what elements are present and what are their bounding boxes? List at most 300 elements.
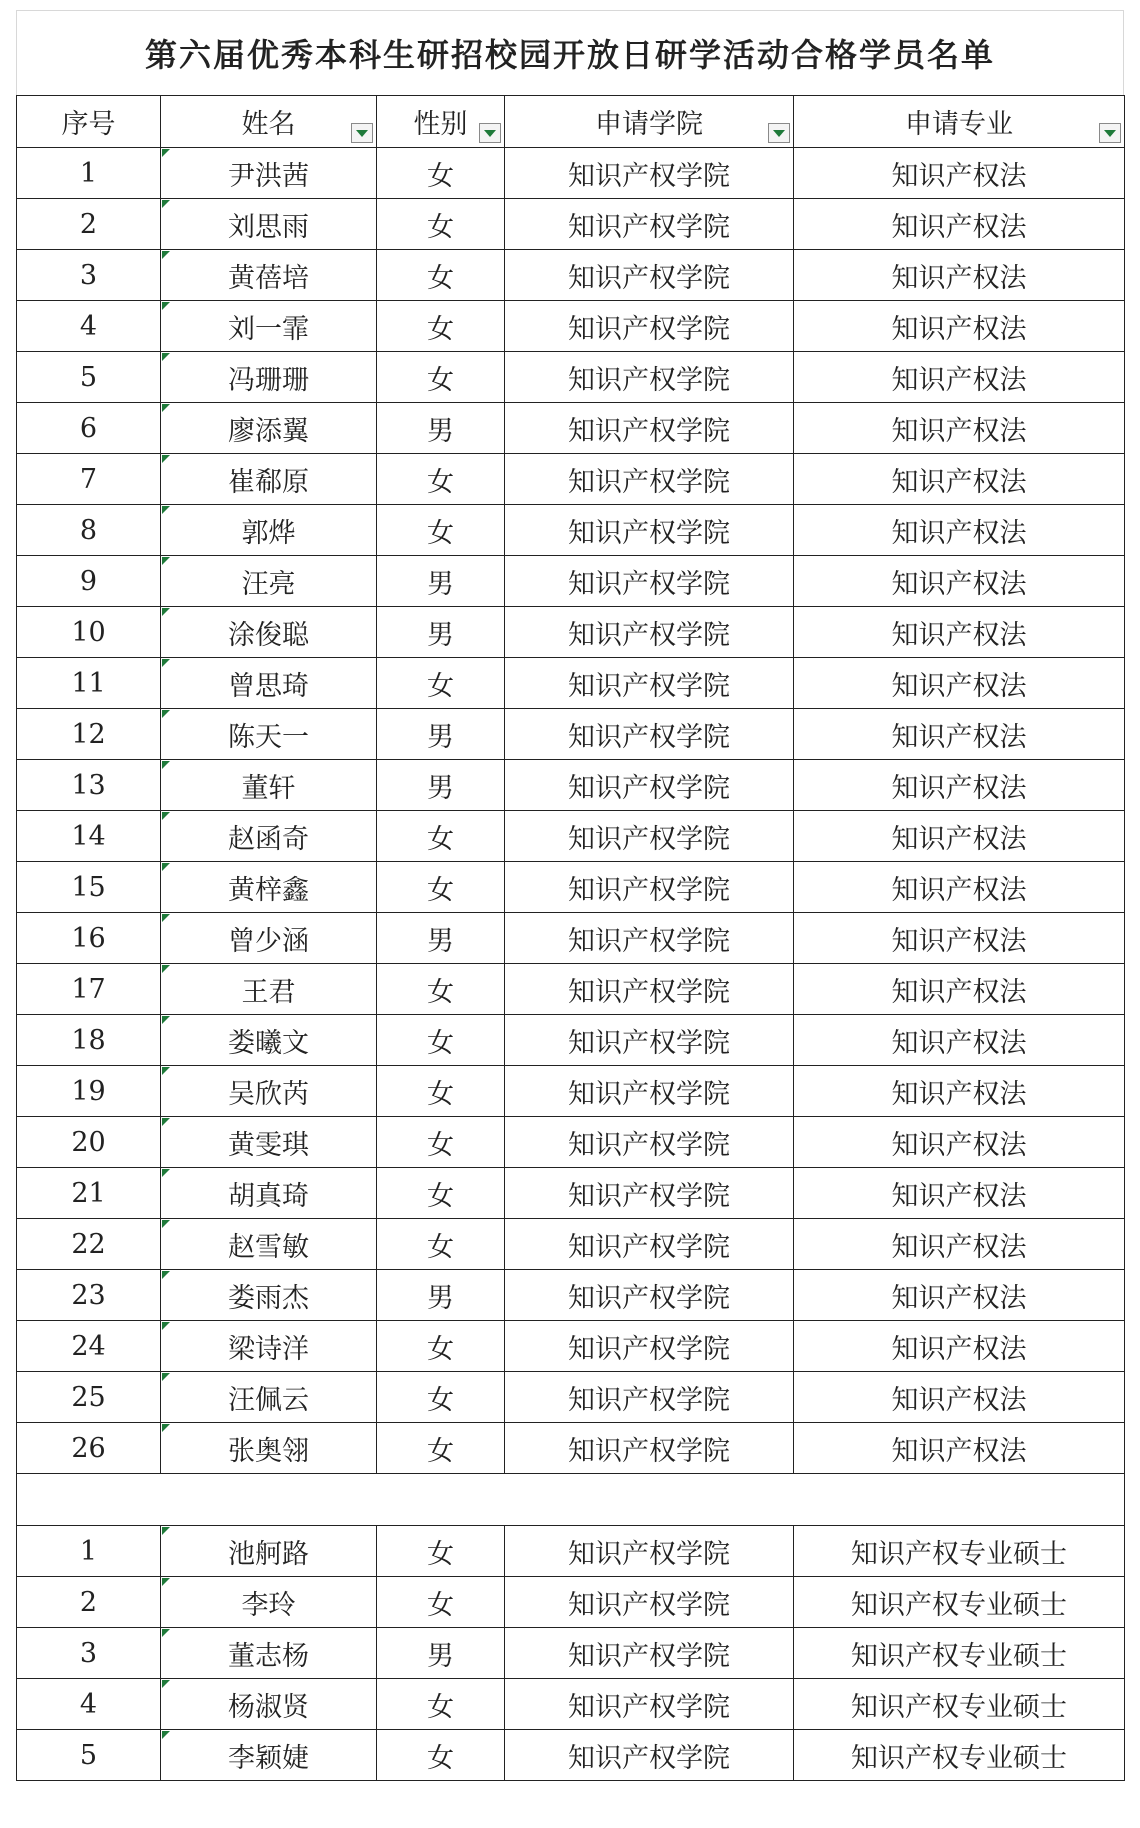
cell-comment-marker-icon <box>162 1424 170 1432</box>
cell-college[interactable] <box>505 1423 794 1474</box>
table-row <box>17 1679 1125 1730</box>
cell-name-text: 杨淑贤 <box>228 1691 309 1723</box>
cell-college[interactable] <box>505 1015 794 1066</box>
cell-name[interactable] <box>161 862 377 913</box>
cell-comment-marker-icon <box>162 353 170 361</box>
cell-college[interactable] <box>505 1168 794 1219</box>
cell-name-text: 崔郗原 <box>228 466 309 498</box>
cell-major-text: 知识产权法 <box>891 415 1027 447</box>
cell-gender-text: 女 <box>427 823 454 855</box>
cell-major-text: 知识产权法 <box>891 517 1027 549</box>
cell-major-text: 知识产权法 <box>891 1078 1027 1110</box>
cell-college[interactable] <box>505 148 794 199</box>
cell-name-text: 廖添翼 <box>228 415 309 447</box>
cell-major[interactable] <box>794 250 1125 301</box>
header-major-label: 申请专业 <box>905 109 1013 140</box>
table-row <box>17 811 1125 862</box>
cell-seq[interactable] <box>17 1730 161 1781</box>
cell-college[interactable] <box>505 352 794 403</box>
cell-seq[interactable] <box>17 1321 161 1372</box>
cell-college-text: 知识产权学院 <box>568 721 730 753</box>
empty-cell[interactable] <box>17 1474 1125 1526</box>
cell-gender[interactable] <box>377 913 505 964</box>
cell-name[interactable] <box>161 556 377 607</box>
cell-gender-text: 女 <box>427 1231 454 1263</box>
cell-gender[interactable] <box>377 607 505 658</box>
cell-name-text: 陈天一 <box>228 721 309 753</box>
cell-seq-text: 18 <box>71 1024 106 1056</box>
cell-major[interactable] <box>794 607 1125 658</box>
cell-college[interactable] <box>505 403 794 454</box>
cell-name-text: 曾思琦 <box>228 670 309 702</box>
cell-college-text: 知识产权学院 <box>568 1384 730 1416</box>
cell-name[interactable] <box>161 352 377 403</box>
cell-name[interactable] <box>161 1321 377 1372</box>
cell-gender[interactable] <box>377 1066 505 1117</box>
cell-name[interactable] <box>161 1577 377 1628</box>
cell-seq[interactable] <box>17 913 161 964</box>
filter-gender-button[interactable] <box>479 123 501 143</box>
cell-name[interactable] <box>161 607 377 658</box>
cell-gender[interactable] <box>377 301 505 352</box>
cell-name[interactable] <box>161 1219 377 1270</box>
cell-gender[interactable] <box>377 1117 505 1168</box>
cell-college[interactable] <box>505 709 794 760</box>
cell-gender[interactable] <box>377 1628 505 1679</box>
cell-college[interactable] <box>505 913 794 964</box>
table-row <box>17 250 1125 301</box>
cell-seq-text: 13 <box>71 769 106 801</box>
cell-college[interactable] <box>505 1679 794 1730</box>
cell-gender[interactable] <box>377 352 505 403</box>
cell-seq[interactable] <box>17 1679 161 1730</box>
cell-major-text: 知识产权法 <box>891 160 1027 192</box>
cell-gender[interactable] <box>377 760 505 811</box>
cell-major-text: 知识产权法 <box>891 1180 1027 1212</box>
cell-college[interactable] <box>505 811 794 862</box>
cell-seq[interactable] <box>17 607 161 658</box>
cell-seq[interactable] <box>17 1526 161 1577</box>
cell-major[interactable] <box>794 1730 1125 1781</box>
cell-major-text: 知识产权专业硕士 <box>851 1691 1067 1723</box>
dropdown-arrow-icon <box>356 130 368 137</box>
table-row <box>17 1117 1125 1168</box>
cell-comment-marker-icon <box>162 914 170 922</box>
cell-major[interactable] <box>794 199 1125 250</box>
cell-name[interactable] <box>161 199 377 250</box>
cell-gender[interactable] <box>377 1168 505 1219</box>
cell-major[interactable] <box>794 1066 1125 1117</box>
cell-name-text: 汪亮 <box>241 568 296 600</box>
cell-seq[interactable] <box>17 301 161 352</box>
cell-major[interactable] <box>794 862 1125 913</box>
cell-seq-text: 8 <box>79 514 98 546</box>
cell-name[interactable] <box>161 1270 377 1321</box>
table-row <box>17 1526 1125 1577</box>
cell-name-text: 赵函奇 <box>228 823 309 855</box>
cell-college-text: 知识产权学院 <box>568 823 730 855</box>
header-name-label: 姓名 <box>241 109 296 140</box>
table-row <box>17 556 1125 607</box>
cell-college[interactable] <box>505 1730 794 1781</box>
cell-major[interactable] <box>794 709 1125 760</box>
table-row <box>17 1577 1125 1628</box>
cell-seq[interactable] <box>17 1015 161 1066</box>
cell-gender[interactable] <box>377 964 505 1015</box>
cell-name-text: 李颖婕 <box>228 1742 309 1774</box>
cell-college[interactable] <box>505 1219 794 1270</box>
header-gender <box>377 96 505 148</box>
cell-seq[interactable] <box>17 1423 161 1474</box>
cell-name[interactable] <box>161 403 377 454</box>
cell-seq-text: 6 <box>79 412 98 444</box>
cell-gender-text: 女 <box>427 1435 454 1467</box>
cell-seq[interactable] <box>17 250 161 301</box>
header-college <box>505 96 794 148</box>
cell-name[interactable] <box>161 148 377 199</box>
cell-college[interactable] <box>505 454 794 505</box>
cell-college-text: 知识产权学院 <box>568 211 730 243</box>
cell-gender[interactable] <box>377 1577 505 1628</box>
cell-gender[interactable] <box>377 403 505 454</box>
cell-comment-marker-icon <box>162 251 170 259</box>
cell-name[interactable] <box>161 1168 377 1219</box>
cell-gender[interactable] <box>377 862 505 913</box>
cell-comment-marker-icon <box>162 1373 170 1381</box>
cell-college[interactable] <box>505 658 794 709</box>
dropdown-arrow-icon <box>1104 130 1116 137</box>
cell-major[interactable] <box>794 1015 1125 1066</box>
cell-name[interactable] <box>161 1372 377 1423</box>
cell-name[interactable] <box>161 964 377 1015</box>
cell-seq[interactable] <box>17 148 161 199</box>
cell-comment-marker-icon <box>162 506 170 514</box>
cell-comment-marker-icon <box>162 710 170 718</box>
cell-major[interactable] <box>794 556 1125 607</box>
table-row <box>17 505 1125 556</box>
cell-gender[interactable] <box>377 454 505 505</box>
cell-major[interactable] <box>794 1168 1125 1219</box>
cell-gender-text: 男 <box>427 721 454 753</box>
cell-major-text: 知识产权法 <box>891 364 1027 396</box>
cell-name-text: 娄雨杰 <box>228 1282 309 1314</box>
cell-major[interactable] <box>794 352 1125 403</box>
cell-gender-text: 女 <box>427 466 454 498</box>
cell-college[interactable] <box>505 1270 794 1321</box>
cell-seq-text: 4 <box>79 1688 98 1720</box>
cell-seq-text: 7 <box>79 463 98 495</box>
cell-name[interactable] <box>161 301 377 352</box>
cell-comment-marker-icon <box>162 1016 170 1024</box>
cell-comment-marker-icon <box>162 1322 170 1330</box>
cell-major-text: 知识产权法 <box>891 874 1027 906</box>
cell-seq[interactable] <box>17 1577 161 1628</box>
cell-major[interactable] <box>794 148 1125 199</box>
cell-seq[interactable] <box>17 1066 161 1117</box>
cell-college[interactable] <box>505 556 794 607</box>
cell-college[interactable] <box>505 301 794 352</box>
cell-major[interactable] <box>794 658 1125 709</box>
cell-major-text: 知识产权专业硕士 <box>851 1589 1067 1621</box>
cell-major[interactable] <box>794 1679 1125 1730</box>
cell-college-text: 知识产权学院 <box>568 1180 730 1212</box>
header-gender-label: 性别 <box>413 109 468 140</box>
cell-major[interactable] <box>794 301 1125 352</box>
cell-gender[interactable] <box>377 505 505 556</box>
cell-major[interactable] <box>794 811 1125 862</box>
cell-name-text: 郭烨 <box>241 517 296 549</box>
cell-college-text: 知识产权学院 <box>568 160 730 192</box>
header-college-label: 申请学院 <box>595 109 703 140</box>
cell-college[interactable] <box>505 1628 794 1679</box>
cell-college-text: 知识产权学院 <box>568 1129 730 1161</box>
cell-major[interactable] <box>794 505 1125 556</box>
cell-gender-text: 男 <box>427 568 454 600</box>
cell-name[interactable] <box>161 454 377 505</box>
table-row <box>17 454 1125 505</box>
cell-major-text: 知识产权法 <box>891 670 1027 702</box>
cell-comment-marker-icon <box>162 149 170 157</box>
cell-major-text: 知识产权法 <box>891 211 1027 243</box>
cell-comment-marker-icon <box>162 761 170 769</box>
cell-seq-text: 11 <box>71 667 106 699</box>
cell-college[interactable] <box>505 862 794 913</box>
cell-gender[interactable] <box>377 1423 505 1474</box>
cell-major[interactable] <box>794 1270 1125 1321</box>
cell-college[interactable] <box>505 1321 794 1372</box>
cell-major-text: 知识产权法 <box>891 1282 1027 1314</box>
cell-college-text: 知识产权学院 <box>568 568 730 600</box>
cell-comment-marker-icon <box>162 557 170 565</box>
cell-name[interactable] <box>161 505 377 556</box>
cell-comment-marker-icon <box>162 1067 170 1075</box>
cell-college[interactable] <box>505 1372 794 1423</box>
cell-seq-text: 5 <box>79 1739 98 1771</box>
cell-major[interactable] <box>794 1526 1125 1577</box>
cell-seq-text: 2 <box>79 208 98 240</box>
cell-name[interactable] <box>161 760 377 811</box>
cell-gender[interactable] <box>377 1219 505 1270</box>
cell-name[interactable] <box>161 1526 377 1577</box>
cell-gender-text: 女 <box>427 1129 454 1161</box>
filter-name-button[interactable] <box>351 123 373 143</box>
cell-seq[interactable] <box>17 964 161 1015</box>
table-row <box>17 862 1125 913</box>
cell-gender[interactable] <box>377 1270 505 1321</box>
cell-gender[interactable] <box>377 1321 505 1372</box>
table-row <box>17 658 1125 709</box>
cell-major[interactable] <box>794 1117 1125 1168</box>
cell-seq-text: 21 <box>71 1177 106 1209</box>
cell-college[interactable] <box>505 760 794 811</box>
cell-college-text: 知识产权学院 <box>568 313 730 345</box>
cell-seq[interactable] <box>17 556 161 607</box>
table-row <box>17 148 1125 199</box>
cell-college[interactable] <box>505 199 794 250</box>
cell-seq[interactable] <box>17 1372 161 1423</box>
cell-name[interactable] <box>161 250 377 301</box>
cell-name[interactable] <box>161 913 377 964</box>
cell-seq-text: 1 <box>79 1535 98 1567</box>
cell-name-text: 梁诗洋 <box>228 1333 309 1365</box>
cell-college-text: 知识产权学院 <box>568 1282 730 1314</box>
cell-major[interactable] <box>794 760 1125 811</box>
cell-name[interactable] <box>161 1679 377 1730</box>
cell-major-text: 知识产权专业硕士 <box>851 1538 1067 1570</box>
cell-major[interactable] <box>794 1423 1125 1474</box>
cell-seq[interactable] <box>17 1628 161 1679</box>
cell-major[interactable] <box>794 1219 1125 1270</box>
cell-seq[interactable] <box>17 1168 161 1219</box>
cell-gender-text: 女 <box>427 517 454 549</box>
cell-college[interactable] <box>505 1526 794 1577</box>
cell-major-text: 知识产权法 <box>891 721 1027 753</box>
cell-seq[interactable] <box>17 352 161 403</box>
cell-college-text: 知识产权学院 <box>568 874 730 906</box>
cell-major-text: 知识产权法 <box>891 262 1027 294</box>
table-row <box>17 1270 1125 1321</box>
cell-name-text: 吴欣芮 <box>228 1078 309 1110</box>
cell-college[interactable] <box>505 1117 794 1168</box>
cell-name[interactable] <box>161 658 377 709</box>
cell-name-text: 冯珊珊 <box>228 364 309 396</box>
spreadsheet <box>16 10 1124 1781</box>
cell-name[interactable] <box>161 1015 377 1066</box>
cell-comment-marker-icon <box>162 1527 170 1535</box>
cell-gender[interactable] <box>377 1526 505 1577</box>
filter-college-button[interactable] <box>768 123 790 143</box>
cell-gender-text: 女 <box>427 976 454 1008</box>
cell-seq[interactable] <box>17 862 161 913</box>
cell-gender-text: 女 <box>427 1333 454 1365</box>
cell-gender[interactable] <box>377 1679 505 1730</box>
cell-seq-text: 9 <box>79 565 98 597</box>
cell-major-text: 知识产权法 <box>891 823 1027 855</box>
header-seq <box>17 96 161 148</box>
cell-seq[interactable] <box>17 811 161 862</box>
cell-gender[interactable] <box>377 811 505 862</box>
cell-comment-marker-icon <box>162 1680 170 1688</box>
cell-gender[interactable] <box>377 148 505 199</box>
cell-major[interactable] <box>794 964 1125 1015</box>
cell-name-text: 董志杨 <box>228 1640 309 1672</box>
cell-seq[interactable] <box>17 1117 161 1168</box>
cell-major-text: 知识产权法 <box>891 619 1027 651</box>
cell-college-text: 知识产权学院 <box>568 364 730 396</box>
cell-comment-marker-icon <box>162 1118 170 1126</box>
cell-name[interactable] <box>161 1730 377 1781</box>
cell-gender[interactable] <box>377 1730 505 1781</box>
cell-college[interactable] <box>505 607 794 658</box>
cell-name[interactable] <box>161 1423 377 1474</box>
cell-college[interactable] <box>505 964 794 1015</box>
cell-seq-text: 23 <box>71 1279 106 1311</box>
cell-comment-marker-icon <box>162 1578 170 1586</box>
table-row <box>17 1321 1125 1372</box>
cell-seq[interactable] <box>17 709 161 760</box>
cell-gender[interactable] <box>377 1015 505 1066</box>
table-row <box>17 1628 1125 1679</box>
cell-name-text: 尹洪茜 <box>228 160 309 192</box>
filter-major-button[interactable] <box>1099 123 1121 143</box>
cell-college[interactable] <box>505 505 794 556</box>
cell-major[interactable] <box>794 1577 1125 1628</box>
cell-gender[interactable] <box>377 658 505 709</box>
dropdown-arrow-icon <box>773 130 785 137</box>
cell-name[interactable] <box>161 1066 377 1117</box>
cell-seq-text: 16 <box>71 922 106 954</box>
table-row <box>17 913 1125 964</box>
cell-major[interactable] <box>794 1372 1125 1423</box>
cell-seq[interactable] <box>17 658 161 709</box>
cell-college[interactable] <box>505 1066 794 1117</box>
cell-college-text: 知识产权学院 <box>568 772 730 804</box>
cell-name-text: 曾少涵 <box>228 925 309 957</box>
cell-major[interactable] <box>794 403 1125 454</box>
cell-name[interactable] <box>161 811 377 862</box>
cell-seq[interactable] <box>17 454 161 505</box>
cell-gender[interactable] <box>377 250 505 301</box>
dropdown-arrow-icon <box>484 130 496 137</box>
cell-name-text: 刘思雨 <box>228 211 309 243</box>
cell-gender[interactable] <box>377 1372 505 1423</box>
cell-college-text: 知识产权学院 <box>568 1231 730 1263</box>
cell-seq[interactable] <box>17 199 161 250</box>
cell-college[interactable] <box>505 1577 794 1628</box>
cell-seq-text: 26 <box>71 1432 106 1464</box>
table-row <box>17 760 1125 811</box>
cell-major[interactable] <box>794 454 1125 505</box>
header-major <box>794 96 1125 148</box>
cell-college[interactable] <box>505 250 794 301</box>
table-row <box>17 1372 1125 1423</box>
table-row <box>17 301 1125 352</box>
cell-college-text: 知识产权学院 <box>568 415 730 447</box>
cell-gender[interactable] <box>377 556 505 607</box>
cell-comment-marker-icon <box>162 302 170 310</box>
cell-name[interactable] <box>161 1117 377 1168</box>
cell-major-text: 知识产权法 <box>891 1129 1027 1161</box>
cell-major[interactable] <box>794 1628 1125 1679</box>
cell-comment-marker-icon <box>162 455 170 463</box>
cell-name-text: 刘一霏 <box>228 313 309 345</box>
cell-seq-text: 20 <box>71 1126 106 1158</box>
cell-name[interactable] <box>161 709 377 760</box>
cell-seq-text: 3 <box>79 259 98 291</box>
cell-major[interactable] <box>794 1321 1125 1372</box>
cell-gender-text: 男 <box>427 619 454 651</box>
cell-seq[interactable] <box>17 1219 161 1270</box>
cell-gender-text: 女 <box>427 1589 454 1621</box>
cell-seq[interactable] <box>17 505 161 556</box>
cell-major-text: 知识产权法 <box>891 1231 1027 1263</box>
cell-seq[interactable] <box>17 403 161 454</box>
cell-comment-marker-icon <box>162 1731 170 1739</box>
cell-seq-text: 5 <box>79 361 98 393</box>
cell-comment-marker-icon <box>162 1271 170 1279</box>
table-row <box>17 709 1125 760</box>
cell-seq-text: 3 <box>79 1637 98 1669</box>
cell-seq[interactable] <box>17 760 161 811</box>
cell-gender[interactable] <box>377 709 505 760</box>
cell-major-text: 知识产权专业硕士 <box>851 1742 1067 1774</box>
table-row <box>17 199 1125 250</box>
cell-gender[interactable] <box>377 199 505 250</box>
cell-name[interactable] <box>161 1628 377 1679</box>
cell-major[interactable] <box>794 913 1125 964</box>
sheet-title: 第六届优秀本科生研招校园开放日研学活动合格学员名单 <box>16 10 1124 95</box>
cell-seq[interactable] <box>17 1270 161 1321</box>
